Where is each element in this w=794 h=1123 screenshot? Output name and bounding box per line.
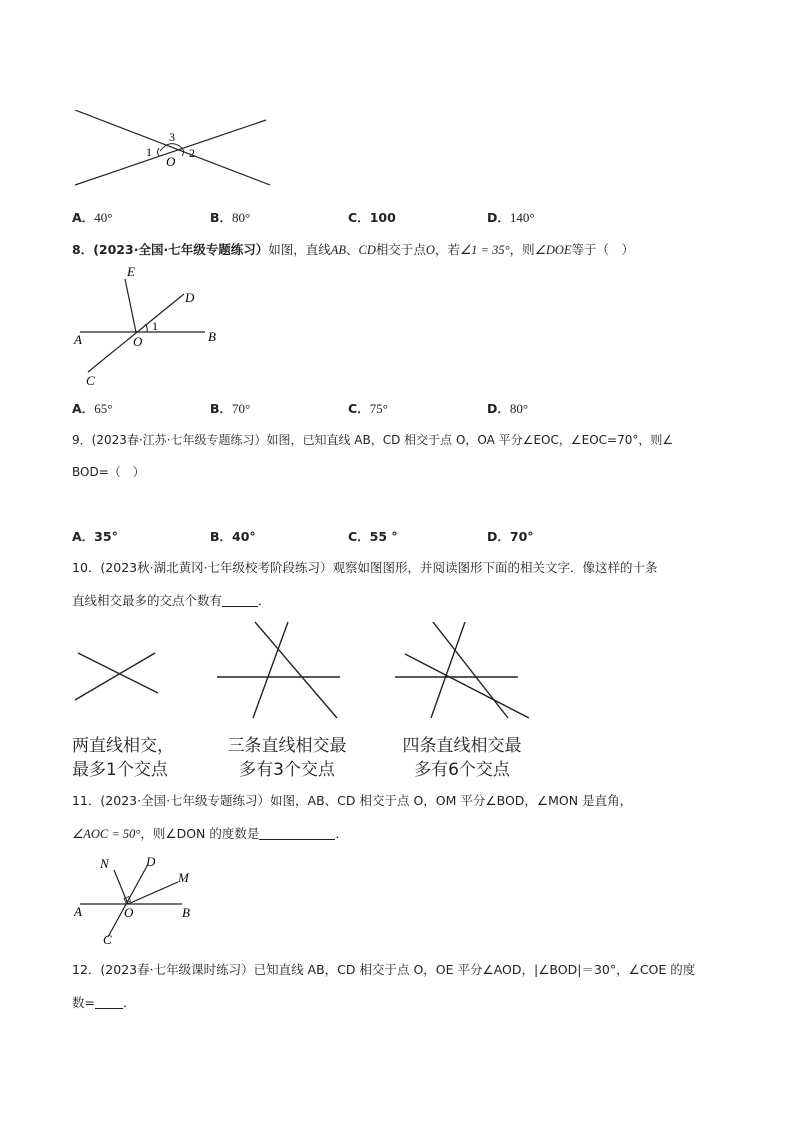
label-C: C xyxy=(86,373,95,388)
label-2: 2 xyxy=(189,146,195,160)
q7-option-d: D．140° xyxy=(487,210,535,225)
label-B: B xyxy=(182,905,190,920)
q11-stem-line2: ∠AOC = 50°，则∠DON 的度数是 ． xyxy=(72,826,348,841)
label-1: 1 xyxy=(146,145,152,159)
label-B: B xyxy=(208,329,216,344)
q9-option-d: D．70° xyxy=(487,529,534,544)
q11-figure xyxy=(70,852,210,948)
label-E: E xyxy=(127,264,135,279)
q9-option-c: C．55 ° xyxy=(348,529,398,544)
label-N: N xyxy=(100,856,109,871)
q9-stem-line2: BOD=（ ） xyxy=(72,465,145,479)
q10-figure-four-lines xyxy=(393,620,533,725)
label-D: D xyxy=(146,854,156,869)
q10-figure-two-lines xyxy=(70,645,160,705)
q7-option-a: A．40° xyxy=(72,210,113,225)
label-1: 1 xyxy=(152,319,158,333)
q8-option-a: A．65° xyxy=(72,401,113,416)
q10-stem-line1: 10．(2023秋·湖北黄冈·七年级校考阶段练习）观察如图图形，并阅读图形下面的相关文字．像这样的十条 xyxy=(72,560,658,575)
q10-caption-1: 两直线相交， 最多1个交点 xyxy=(72,736,174,780)
q11-stem-line1: 11．(2023·全国·七年级专题练习）如图，AB、CD 相交于点 O，OM 平分∠BOD，∠MON 是直角， xyxy=(72,793,633,808)
label-O: O xyxy=(124,905,134,920)
label-A: A xyxy=(74,332,82,347)
q10-answer-blank[interactable] xyxy=(222,594,258,607)
q12-answer-blank[interactable] xyxy=(95,996,123,1009)
q8-option-c: C．75° xyxy=(348,401,388,416)
q7-option-b: B．80° xyxy=(210,210,251,225)
q11-answer-blank[interactable] xyxy=(259,827,335,840)
label-3: 3 xyxy=(169,130,175,144)
q10-stem-line2: 直线相交最多的交点个数有 ． xyxy=(72,593,271,608)
label-O: O xyxy=(133,334,143,349)
label-D: D xyxy=(185,290,195,305)
label-O: O xyxy=(166,154,176,169)
q12-stem-line2: 数= ． xyxy=(72,995,136,1010)
q9-stem-line1: 9．(2023春·江苏·七年级专题练习）如图，已知直线 AB，CD 相交于点 O，OA 平分∠EOC，∠EOC=70°，则∠ xyxy=(72,433,674,447)
q8-figure xyxy=(70,262,230,392)
q7-option-c: C．100 xyxy=(348,210,396,225)
label-M: M xyxy=(178,870,189,885)
q8-option-b: B．70° xyxy=(210,401,251,416)
q10-caption-2: 三条直线相交最 多有3个交点 xyxy=(227,736,347,780)
q7-figure xyxy=(70,110,280,190)
label-C: C xyxy=(103,932,112,947)
q10-caption-3: 四条直线相交最 多有6个交点 xyxy=(402,736,522,780)
q9-option-a: A．35° xyxy=(72,529,118,544)
label-A: A xyxy=(74,904,82,919)
q8-option-d: D．80° xyxy=(487,401,529,416)
q8-stem: 8．(2023·全国·七年级专题练习）如图，直线AB、CD相交于点O，若∠1 = 35°，则∠DOE等于（ ） xyxy=(72,242,635,257)
q9-option-b: B．40° xyxy=(210,529,256,544)
q10-figure-three-lines xyxy=(215,620,345,725)
q12-stem-line1: 12．(2023春·七年级课时练习）已知直线 AB，CD 相交于点 O，OE 平分∠AOD，|∠BOD|＝30°，∠COE 的度 xyxy=(72,962,696,977)
